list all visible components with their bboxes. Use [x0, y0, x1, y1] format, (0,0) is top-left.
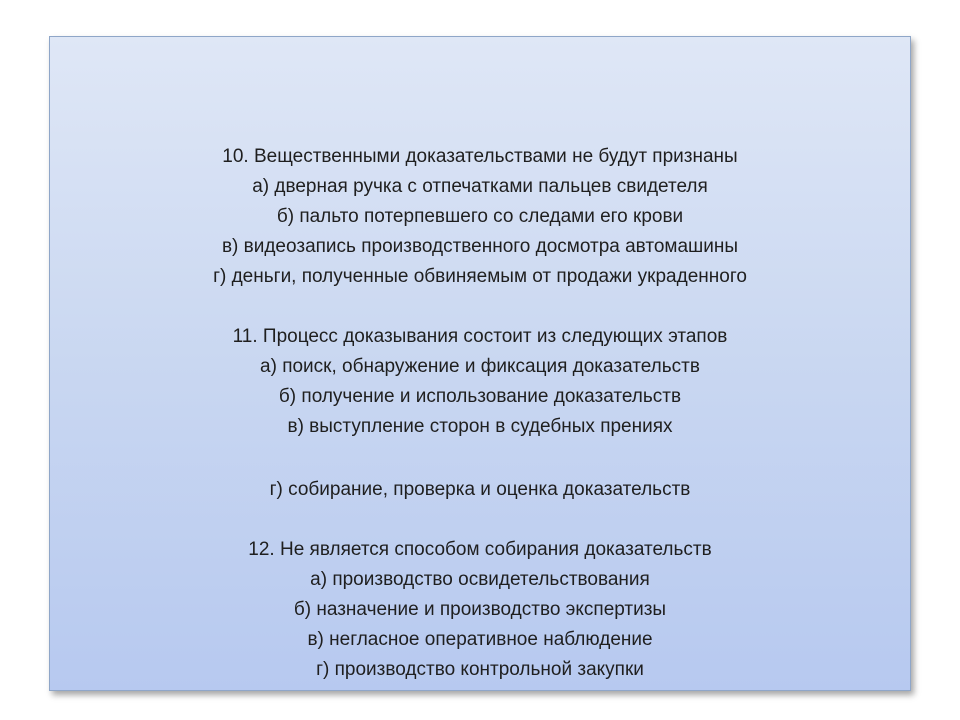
question-11-option-b: б) получение и использование доказательств: [278, 386, 682, 407]
spacer: [50, 505, 910, 535]
question-panel: [49, 36, 911, 691]
question-12-option-d: г) производство контрольной закупки: [316, 659, 644, 680]
question-11-option-a: а) поиск, обнаружение и фиксация доказательств: [260, 356, 700, 377]
question-11-title: 11. Процесс доказывания состоит из следующих этапов: [232, 326, 728, 347]
question-11-option-d: г) собирание, проверка и оценка доказательств: [269, 479, 691, 500]
question-10-option-a: а) дверная ручка с отпечатками пальцев свидетеля: [252, 176, 708, 197]
question-11-option-c: в) выступление сторон в судебных прениях: [287, 416, 673, 437]
question-10-option-b: б) пальто потерпевшего со следами его крови: [276, 206, 684, 227]
question-10-title: 10. Вещественными доказательствами не будут признаны: [222, 146, 738, 167]
spacer: [50, 292, 910, 322]
question-12-option-c: в) негласное оперативное наблюдение: [307, 629, 653, 650]
question-list: [50, 142, 910, 685]
question-12-option-a: а) производство освидетельствования: [310, 569, 650, 590]
question-10-option-d: г) деньги, полученные обвиняемым от продажи украденного: [213, 266, 747, 287]
question-12-title: 12. Не является способом собирания доказательств: [248, 539, 712, 560]
question-12-option-b: б) назначение и производство экспертизы: [293, 599, 667, 620]
question-10-option-c: в) видеозапись производственного досмотра автомашины: [221, 236, 739, 257]
spacer: [50, 442, 910, 475]
